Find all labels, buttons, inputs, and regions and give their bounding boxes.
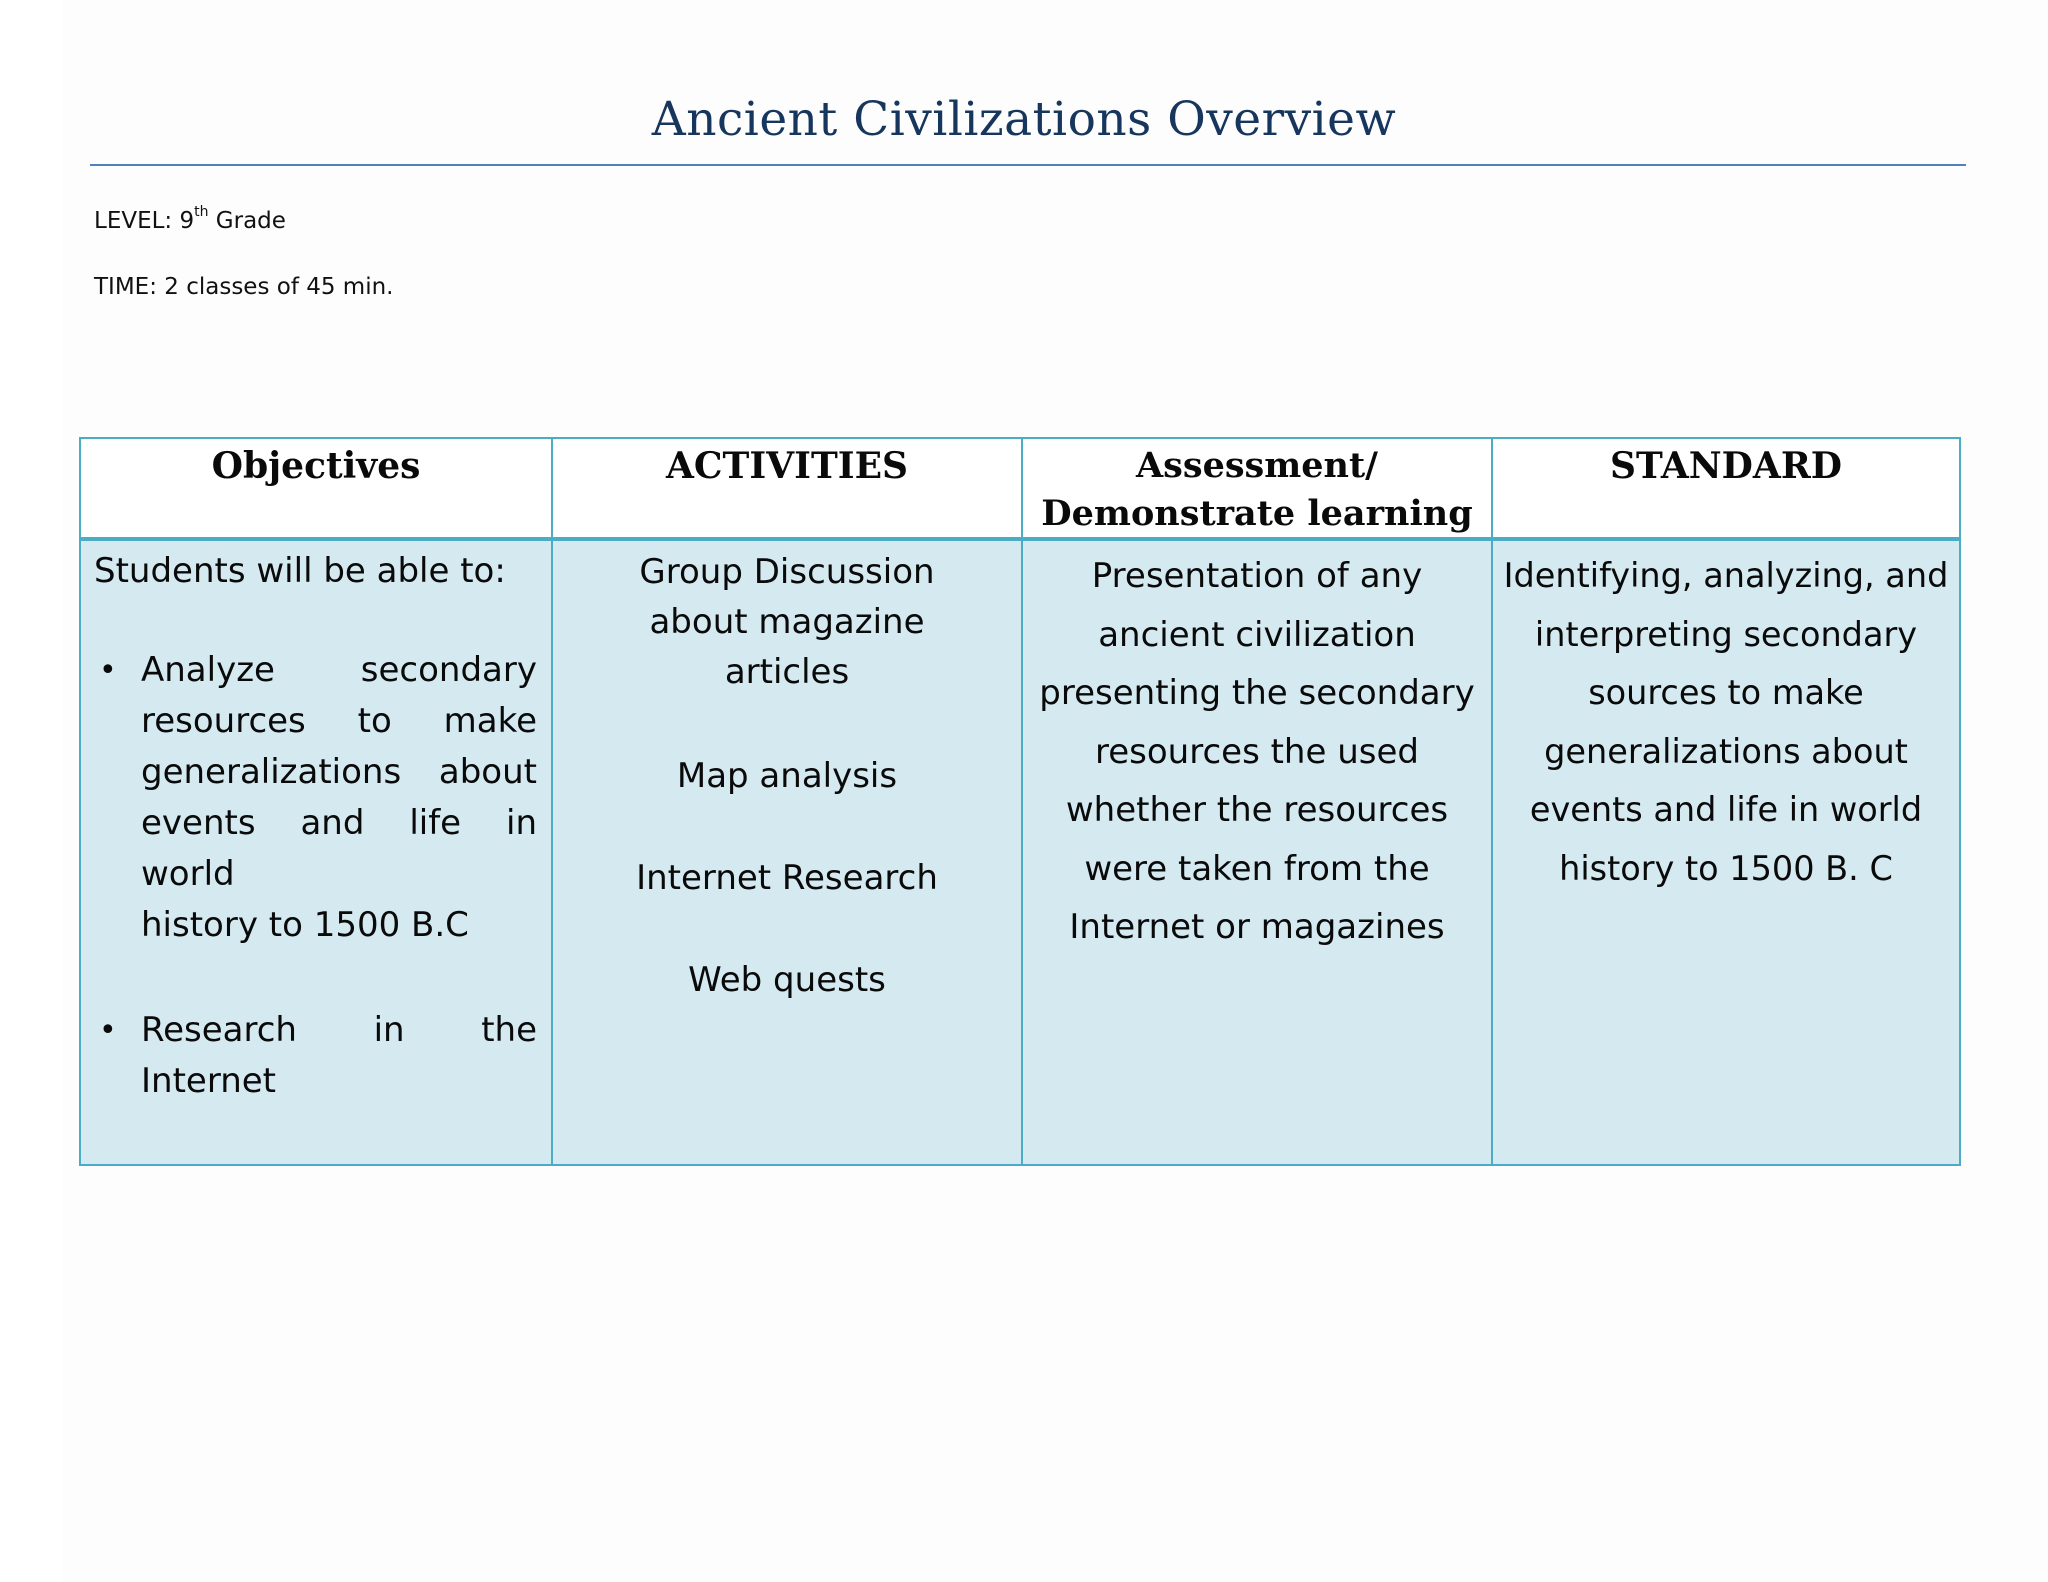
activities-header [553,439,1021,537]
objectives-header-label: Objectives [211,445,421,487]
standard-cell [1493,541,1959,1164]
objective-2-line-2: Internet [141,1061,277,1101]
activities-column [551,439,1021,1164]
objectives-list [81,645,551,1161]
assessment-text [1035,547,1479,957]
bullet-icon: • [99,1013,117,1048]
objectives-intro: Students will be able to: [94,551,506,591]
objective-1-line-2: resources to make [141,701,537,741]
assessment-header-line-2: Demonstrate learning [1041,493,1473,534]
standard-line-1: Identifying, analyzing, and [1503,556,1949,595]
objective-1-line-1: Analyze secondary [141,650,537,690]
bullet-icon: • [99,653,117,688]
objectives-header [81,439,551,537]
standard-text [1499,547,1953,898]
assessment-column [1021,439,1491,1164]
standard-line-4: generalizations about [1544,731,1908,771]
lesson-plan-table [79,437,1961,1166]
assessment-line-3: presenting the secondary [1039,673,1475,713]
document-title: Ancient Civilizations Overview [651,92,1397,147]
standard-line-6: history to 1500 B. C [1559,848,1893,888]
level-suffix: Grade [208,208,286,234]
activity-1-line-3: articles [724,652,850,692]
objective-2-line-1: Research in the [141,1010,537,1050]
standard-line-2: interpreting secondary [1534,614,1918,654]
objective-1-line-3: generalizations about [141,752,537,792]
level-label: LEVEL: 9 [94,208,195,234]
standard-header [1493,439,1959,537]
activity-web-quests: Web quests [688,960,886,1000]
objectives-cell [81,541,551,1164]
standard-line-3: sources to make [1588,673,1864,712]
standard-column [1491,439,1959,1164]
activities-cell [553,541,1021,1164]
list-item [81,1005,551,1107]
time-line: TIME: 2 classes of 45 min. [94,274,394,300]
objectives-column [81,439,551,1164]
activity-map-analysis: Map analysis [676,756,898,796]
standard-header-label: STANDARD [1610,445,1842,487]
activity-1-line-2: about magazine [649,602,925,642]
activities-header-label: ACTIVITIES [665,445,909,487]
assessment-line-4: resources the used [1095,731,1419,772]
level-superscript: th [194,204,209,220]
assessment-line-1: Presentation of any [1091,556,1423,596]
activity-group-discussion [553,547,1021,697]
activity-1-line-1: Group Discussion [639,552,935,592]
assessment-line-5: whether the resources [1065,790,1449,830]
standard-line-5: events and life in world [1529,790,1923,829]
objective-1-line-4: events and life in world [141,803,537,894]
assessment-line-7: Internet or magazines [1069,907,1445,947]
assessment-header [1023,439,1491,537]
assessment-cell [1023,541,1491,1164]
title-underline [90,164,1966,166]
objective-1-line-5: history to 1500 B.C [141,905,469,945]
activity-internet-research: Internet Research [636,858,938,898]
assessment-line-6: were taken from the [1084,848,1430,889]
level-line [94,204,286,234]
assessment-header-line-1: Assessment/ [1136,445,1378,486]
assessment-line-2: ancient civilization [1098,614,1416,655]
list-item [81,645,551,951]
